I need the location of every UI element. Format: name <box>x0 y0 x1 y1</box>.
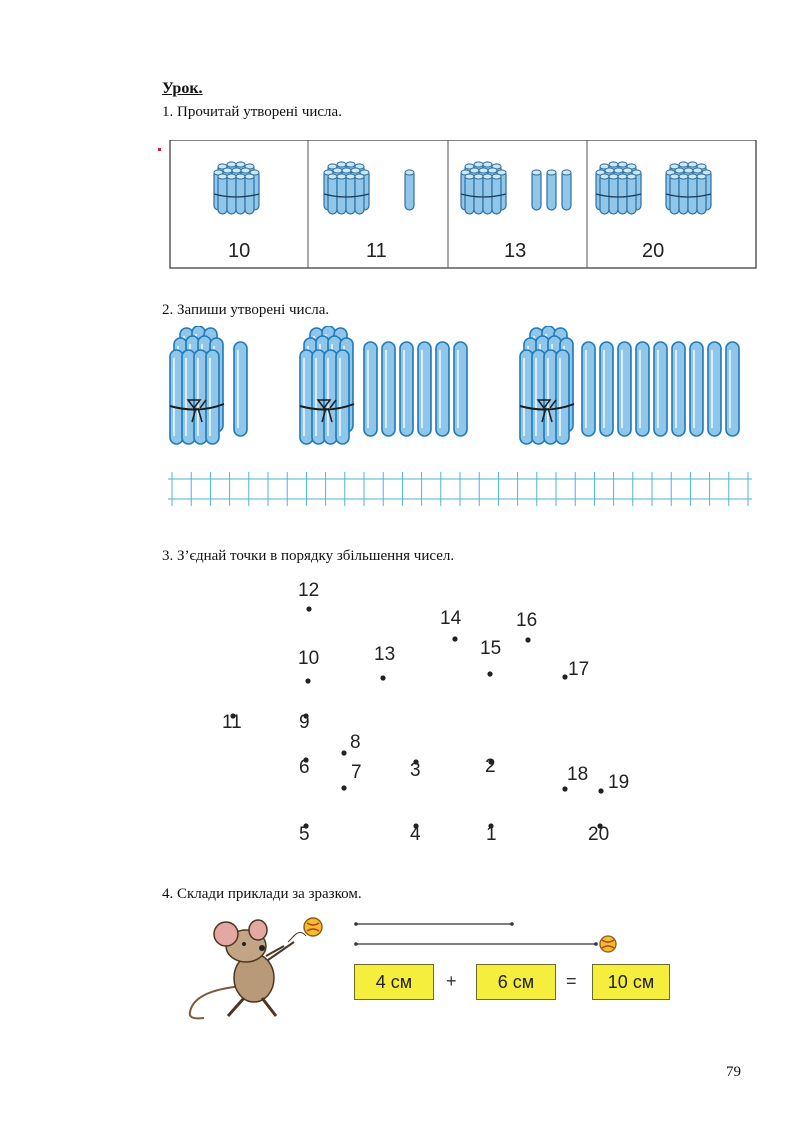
single-stick-icon <box>405 170 414 210</box>
dot[interactable] <box>306 599 312 617</box>
dot-label: 15 <box>480 638 502 659</box>
dot-to-dot <box>0 570 800 860</box>
dot-label: 19 <box>608 772 630 793</box>
dot[interactable] <box>380 668 386 686</box>
task-1-figure <box>158 140 758 270</box>
task-2-figure <box>168 326 752 450</box>
equals-sign: = <box>566 971 577 991</box>
dot-label: 14 <box>440 608 462 629</box>
dot-label: 18 <box>567 764 589 785</box>
answer-box[interactable]: 4 см <box>354 964 434 1000</box>
bundle-icon <box>520 326 574 444</box>
dot-label: 6 <box>299 757 310 778</box>
single-sticks <box>582 342 739 436</box>
dot[interactable] <box>341 778 347 796</box>
task-3-text: 3. З’єднай точки в порядку збільшення чисел. <box>162 548 455 564</box>
plus-sign: + <box>446 971 457 991</box>
dot[interactable] <box>452 629 458 647</box>
sticks-picture <box>168 326 752 450</box>
task-1-number: 13 <box>504 240 527 262</box>
dot-label: 11 <box>222 712 242 733</box>
dot[interactable] <box>525 630 531 648</box>
bundle-icon <box>170 326 224 444</box>
task-1-text: 1. Прочитай утворені числа. <box>162 104 342 120</box>
bundle-icon <box>300 326 354 444</box>
writing-grid[interactable] <box>168 470 752 508</box>
dot-label: 13 <box>374 644 396 665</box>
dot-label: 20 <box>588 824 610 845</box>
dot-label: 8 <box>350 732 361 753</box>
dot-label: 2 <box>485 756 496 777</box>
dot-label: 4 <box>410 824 421 845</box>
dot-label: 1 <box>486 824 497 845</box>
bundle-icon <box>461 162 506 214</box>
dot[interactable] <box>598 781 604 799</box>
bundle-icon <box>666 162 711 214</box>
dot-label: 17 <box>568 659 590 680</box>
bundle-icon <box>214 162 259 214</box>
dot-label: 3 <box>410 760 421 781</box>
bundle-icon <box>596 162 641 214</box>
dot-label: 7 <box>351 762 362 783</box>
task-1-number: 20 <box>642 240 665 262</box>
task-1-number: 10 <box>228 240 251 262</box>
single-sticks <box>364 342 467 436</box>
task-1-number: 11 <box>366 240 387 262</box>
ball-icon <box>302 916 324 943</box>
dot-label: 12 <box>298 580 320 601</box>
lines-diagram <box>352 918 622 954</box>
lesson-title: Урок. <box>162 80 203 97</box>
answer-box[interactable]: 6 см <box>476 964 556 1000</box>
single-stick-icon <box>234 342 247 436</box>
dot[interactable] <box>341 743 347 761</box>
task-4-text: 4. Склади приклади за зразком. <box>162 886 362 902</box>
page-number: 79 <box>726 1064 741 1080</box>
dot-label: 16 <box>516 610 538 631</box>
dot[interactable] <box>487 664 493 682</box>
dot-label: 5 <box>299 824 310 845</box>
bundle-icon <box>324 162 369 214</box>
answer-box[interactable]: 10 см <box>592 964 670 1000</box>
dot-label: 9 <box>299 712 310 733</box>
dot-label: 10 <box>298 648 320 669</box>
dot[interactable] <box>305 671 311 689</box>
task-2-text: 2. Запиши утворені числа. <box>162 302 330 318</box>
